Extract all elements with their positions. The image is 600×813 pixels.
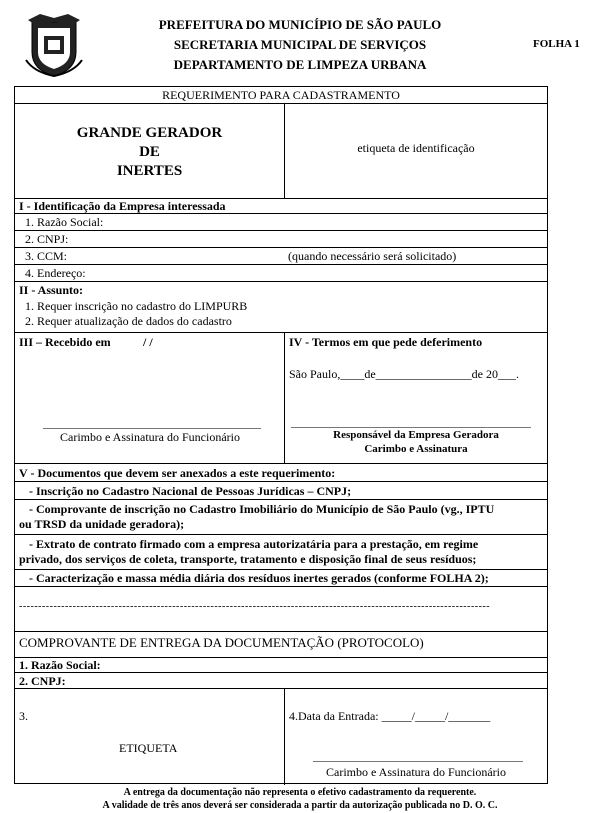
sheet-number: FOLHA 1 [533,38,580,50]
protocol-bottom [15,689,547,785]
section-2-heading: II - Assunto: [19,283,84,297]
protocol-heading: COMPROVANTE DE ENTREGA DA DOCUMENTAÇÃO (PROTOCOLO) [15,632,547,658]
footer-line-2: A validade de três anos deverá ser considerada a partir da autorização publicada no D. O. C. [102,800,498,811]
ccm-note: (quando necessário será solicitado) [288,249,457,263]
notes-area[interactable] [15,587,547,632]
responsible-line-2: Carimbo e Assinatura [364,443,468,455]
assunto-item-1[interactable]: 1. Requer inscrição no cadastro do LIMPURB [25,299,248,313]
protocol-cnpj[interactable]: 2. CNPJ: [15,673,547,689]
razao-social-label: 1. Razão Social: [25,215,104,229]
section-3-4 [15,333,547,464]
document-item-3-line-2: privado, dos serviços de coleta, transporte, tratamento e disposição final de seus resíduos; [19,552,477,566]
section-2 [15,282,547,333]
main-title [15,104,285,198]
header-line-2: SECRETARIA MUNICIPAL DE SERVIÇOS [173,37,427,52]
footer-line-1: A entrega da documentação não representa o efetivo cadastramento da requerente. [123,787,477,798]
coat-of-arms-icon [24,12,84,78]
section-3-heading: III – Recebido em [19,335,111,349]
document-item-2-line-2: ou TRSD da unidade geradora); [19,517,185,531]
main-title-line-3: INERTES [116,163,183,179]
document-item-2-line-1: - Comprovante de inscrição no Cadastro Imobiliário do Município de São Paulo (vg., IPTU [29,502,495,516]
document-item-1: - Inscrição no Cadastro Nacional de Pessoas Jurídicas – CNPJ; [15,482,547,500]
header-line-3: DEPARTAMENTO DE LIMPEZA URBANA [173,57,427,72]
protocol-item-3: 3. [19,709,28,723]
section-4-heading: IV - Termos em que pede deferimento [289,335,483,349]
protocol-date-cell [285,689,547,785]
protocol-label-cell [15,689,285,785]
section-3 [15,333,285,463]
ccm-label: 3. CCM: [25,249,68,263]
document-item-4: - Caracterização e massa média diária dos resíduos inertes gerados (conforme FOLHA 2); [15,570,547,587]
assunto-item-2[interactable]: 2. Requer atualização de dados do cadastro [25,314,232,328]
place-date-line[interactable]: São Paulo,____de________________de 20___. [289,367,519,381]
protocol-signature: Carimbo e Assinatura do Funcionário [326,765,506,779]
header-titles [110,15,490,75]
cnpj-field[interactable] [15,231,547,248]
endereco-field[interactable] [15,265,547,282]
document-item-3 [15,535,547,570]
document-item-3-line-1: - Extrato de contrato firmado com a empresa autorizatária para a prestação, em regime [29,537,479,551]
entry-date[interactable]: 4.Data da Entrada: _____/_____/_______ [289,709,491,723]
section-5-heading: V - Documentos que devem ser anexados a este requerimento: [15,464,547,482]
section-4-signature-line [291,427,531,428]
endereco-label: 4. Endereço: [25,266,86,280]
section-4 [285,333,547,463]
cnpj-label: 2. CNPJ: [25,232,69,246]
main-title-line-2: DE [139,144,160,160]
page-header [0,0,600,86]
section-3-signature-line [43,428,261,429]
header-line-1: PREFEITURA DO MUNICÍPIO DE SÃO PAULO [158,17,442,32]
title-block [15,104,547,199]
ccm-field[interactable] [15,248,547,265]
id-label: etiqueta de identificação [357,141,475,155]
id-label-cell [285,104,547,198]
protocol-signature-line [313,761,523,762]
main-title-line-1: GRANDE GERADOR [76,125,223,141]
razao-social-field[interactable] [15,214,547,231]
protocol-razao-social[interactable]: 1. Razão Social: [15,658,547,673]
document-item-2 [15,500,547,535]
responsible-line-1: Responsável da Empresa Geradora [333,429,499,441]
section-1-heading: I - Identificação da Empresa interessada [15,199,547,214]
form-title: REQUERIMENTO PARA CADASTRAMENTO [15,87,547,104]
registration-form [14,86,548,784]
received-date-slashes[interactable]: / / [143,335,153,349]
section-3-signature: Carimbo e Assinatura do Funcionário [60,430,240,444]
etiqueta-label: ETIQUETA [119,741,178,755]
notes-dashes: --------------------------------------------------------------------------------------------------------------------------- [19,601,491,612]
